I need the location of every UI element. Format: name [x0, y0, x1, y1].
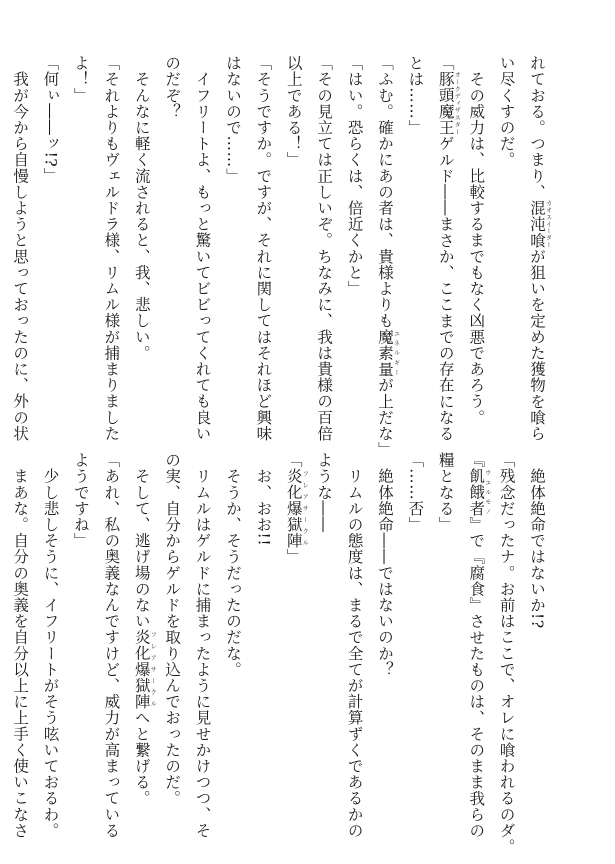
text-line [430, 452, 460, 820]
text-segment: そして、逃げ場のない [132, 452, 151, 630]
text-segment: が狙いを定めた獲物を喰ら [528, 248, 546, 442]
text-segment: 絶体絶命――ではないのか？ [375, 452, 394, 678]
text-segment: 「はい。恐らくは、倍近くかと」 [345, 55, 364, 297]
text-line [187, 55, 217, 442]
text-line [491, 452, 521, 855]
text-line [126, 55, 156, 421]
text-line [248, 55, 278, 442]
text-segment: 」 [284, 548, 303, 565]
ruby-base: 炎化爆獄陣 [132, 629, 151, 710]
text-segment: 少し悲しそうに、イフリートがそう呟いておるわ。 [41, 452, 60, 839]
ruby-reading: フレアサークル [301, 468, 309, 549]
text-line [461, 452, 491, 839]
text-line [218, 452, 248, 820]
text-segment: リムルの態度は、まるで全てが計算ずくであるかの [345, 452, 364, 839]
ruby-base: 飢餓者 [467, 468, 486, 517]
text-segment: とは……」 [406, 55, 425, 136]
ruby-base: 豚頭魔王 [436, 71, 455, 136]
text-segment: 「その見立ては正しいぞ。ちなみに、我は貴様の百倍 [315, 55, 334, 442]
text-segment: 』で『腐食』させたものは、そのまま我らの [467, 516, 486, 839]
text-line [522, 452, 552, 820]
text-segment: い尽くすのだ。 [497, 55, 516, 168]
text-segment: 我が今から自慢しようと思っておったのに、外の状 [11, 55, 30, 442]
text-segment: 「ふむ。確かにあの者は、貴様よりも [375, 55, 394, 329]
text-segment: 「あれ、私の奥義なんですけど、威力が高まっている [102, 452, 121, 839]
text-segment: 「 [436, 55, 455, 72]
text-line [339, 452, 369, 839]
lower-text-block [11, 452, 552, 855]
text-line [218, 55, 248, 421]
text-line [278, 452, 308, 820]
text-line [309, 452, 339, 820]
text-segment: 糧となる」 [436, 452, 455, 533]
text-line [96, 55, 126, 442]
text-line [5, 452, 35, 839]
text-segment: ようですね」 [71, 452, 90, 549]
text-segment: 以上である！」 [284, 55, 303, 168]
text-line [5, 55, 35, 442]
ruby-term [467, 468, 491, 517]
text-line [157, 55, 187, 421]
text-segment: の実、自分からゲルドを取り込んでおったのだ。 [163, 452, 182, 807]
text-segment: その威力は、比較するまでもなく凶悪であろう。 [467, 55, 486, 426]
text-segment: 「それよりもヴェルドラ様、リムル様が捕まりました [102, 55, 121, 442]
text-line [309, 55, 339, 442]
text-segment: よ！」 [71, 55, 90, 104]
text-segment: れておる。つまり、 [528, 55, 546, 200]
text-segment: そんなに軽く流されると、我、悲しい。 [132, 55, 151, 361]
ruby-term [284, 468, 309, 549]
ruby-base: 混沌喰 [528, 199, 546, 249]
text-line [370, 452, 400, 820]
upper-text-block [11, 55, 552, 458]
text-line [400, 55, 430, 421]
text-line [339, 55, 369, 421]
text-segment: ような―― [315, 452, 334, 533]
text-segment: 『 [467, 452, 486, 469]
text-line [461, 55, 491, 426]
text-line [35, 55, 65, 421]
ruby-reading: カオスイーター [544, 199, 552, 249]
text-line [370, 55, 400, 458]
text-segment: が上だな」 [375, 377, 394, 458]
text-line [96, 452, 126, 839]
text-line [187, 452, 217, 839]
text-segment: へと繋げる。 [132, 709, 151, 807]
ruby-term [132, 629, 157, 710]
text-line [522, 55, 552, 442]
text-line [0, 452, 5, 820]
text-line [400, 452, 430, 820]
text-segment: ゲルド――まさか、ここまでの存在になる [436, 135, 455, 442]
text-line [430, 55, 461, 442]
text-line [278, 55, 308, 421]
text-line [491, 55, 521, 421]
text-segment: 「何ぃ――ッ!?」 [41, 55, 60, 184]
text-line [35, 452, 65, 839]
ruby-base: 炎化爆獄陣 [284, 468, 303, 549]
text-segment: のだぞ？ [163, 55, 182, 120]
text-segment: お、おお!! [254, 452, 273, 547]
text-segment: リムルはゲルドに捕まったように見せかけつつ、そ [193, 452, 212, 839]
text-segment: 「残念だったナ。お前はここで、オレに喰われるのダ。 [497, 452, 516, 855]
text-line [157, 452, 187, 820]
text-segment: イフリートよ、もっと驚いてビビってくれても良い [193, 55, 212, 442]
text-segment: まあな。自分の奥義を自分以上に上手く使いこなさ [11, 452, 30, 839]
text-line [248, 452, 278, 820]
text-segment: 「そうですか。ですが、それに関してはそれほど興味 [254, 55, 273, 442]
text-segment: 「 [284, 452, 303, 469]
ruby-reading: ウエルモノ [483, 468, 491, 517]
text-line [0, 55, 5, 421]
text-line [66, 452, 96, 820]
ruby-base: 魔素量 [375, 328, 394, 378]
ruby-reading: エネルギー [392, 328, 400, 378]
text-segment: はないので……」 [223, 55, 242, 184]
ruby-reading: フレアサークル [149, 629, 157, 710]
text-segment: 「……否」 [406, 452, 425, 533]
ruby-term [436, 71, 461, 136]
text-line [126, 452, 156, 820]
text-segment: 絶体絶命ではないか!? [528, 452, 546, 629]
text-line [66, 55, 96, 421]
ruby-term [528, 199, 552, 249]
ruby-reading: オークディザスター [453, 71, 461, 136]
ruby-term [375, 328, 400, 378]
text-segment: そうか、そうだったのだな。 [223, 452, 242, 678]
